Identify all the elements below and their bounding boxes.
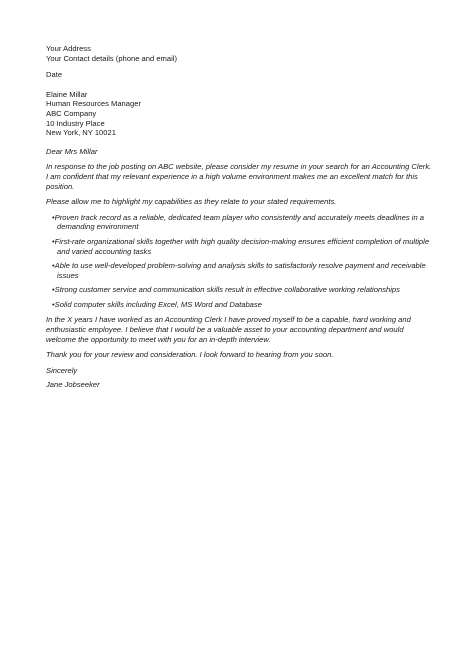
recipient-city: New York, NY 10021 [46, 128, 116, 138]
intro-paragraph: In response to the job posting on ABC website, please consider my resume in your search for an Accounting Clerk. I am confident that my relevant experience in a high volume environment makes me an excellent match for this position. [46, 162, 432, 191]
salutation: Dear Mrs Millar [46, 146, 98, 156]
list-item-text: Able to use well-developed problem-solving and analysis skills to satisfactorily resolve payment and receivable issues [54, 261, 426, 280]
list-item [52, 300, 432, 310]
experience-paragraph: In the X years I have worked as an Accounting Clerk I have proved myself to be a capable, hard working and enthusiastic employee. I believe that I would be a valuable asset to your accounting department and would welcome the opportunity to meet with you for an in-depth interview. [46, 315, 411, 344]
sender-address: Your Address [46, 44, 91, 53]
list-item [52, 261, 432, 280]
signature-name: Jane Jobseeker [46, 380, 100, 390]
capabilities-list [46, 213, 432, 310]
recipient-name: Elaine Millar [46, 89, 88, 99]
list-item-text: Solid computer skills including Excel, MS Word and Database [54, 299, 262, 309]
thanks-paragraph: Thank you for your review and consideration. I look forward to hearing from you soon. [46, 350, 334, 360]
bullet-icon: • [52, 236, 55, 246]
list-item [52, 285, 432, 295]
letter-body [46, 147, 432, 390]
sender-contact: Your Contact details (phone and email) [46, 53, 178, 63]
bullet-icon: • [52, 285, 55, 295]
list-item [52, 237, 432, 256]
bullet-icon: • [52, 261, 55, 271]
letter-page [46, 44, 432, 396]
letter-date [46, 70, 432, 80]
date-text: Date [46, 70, 63, 80]
recipient-block [46, 90, 432, 138]
bullet-icon: • [52, 212, 55, 222]
bullet-icon: • [52, 299, 55, 309]
list-item-text: Strong customer service and communication skills result in effective collaborative working relationships [54, 285, 400, 295]
list-item-text: First-rate organizational skills together with high quality decision-making ensures efficient completion of multiple and varied accounting tasks [54, 236, 430, 256]
list-item [52, 213, 432, 232]
capabilities-intro-paragraph: Please allow me to highlight my capabilities as they relate to your stated requirements. [46, 197, 337, 207]
closing: Sincerely [46, 365, 78, 375]
sender-block [46, 44, 432, 63]
recipient-title: Human Resources Manager [46, 99, 141, 109]
recipient-street: 10 Industry Place [46, 118, 105, 128]
recipient-company: ABC Company [46, 108, 97, 118]
list-item-text: Proven track record as a reliable, dedicated team player who consistently and accurately meets deadlines in a demanding environment [54, 212, 425, 232]
